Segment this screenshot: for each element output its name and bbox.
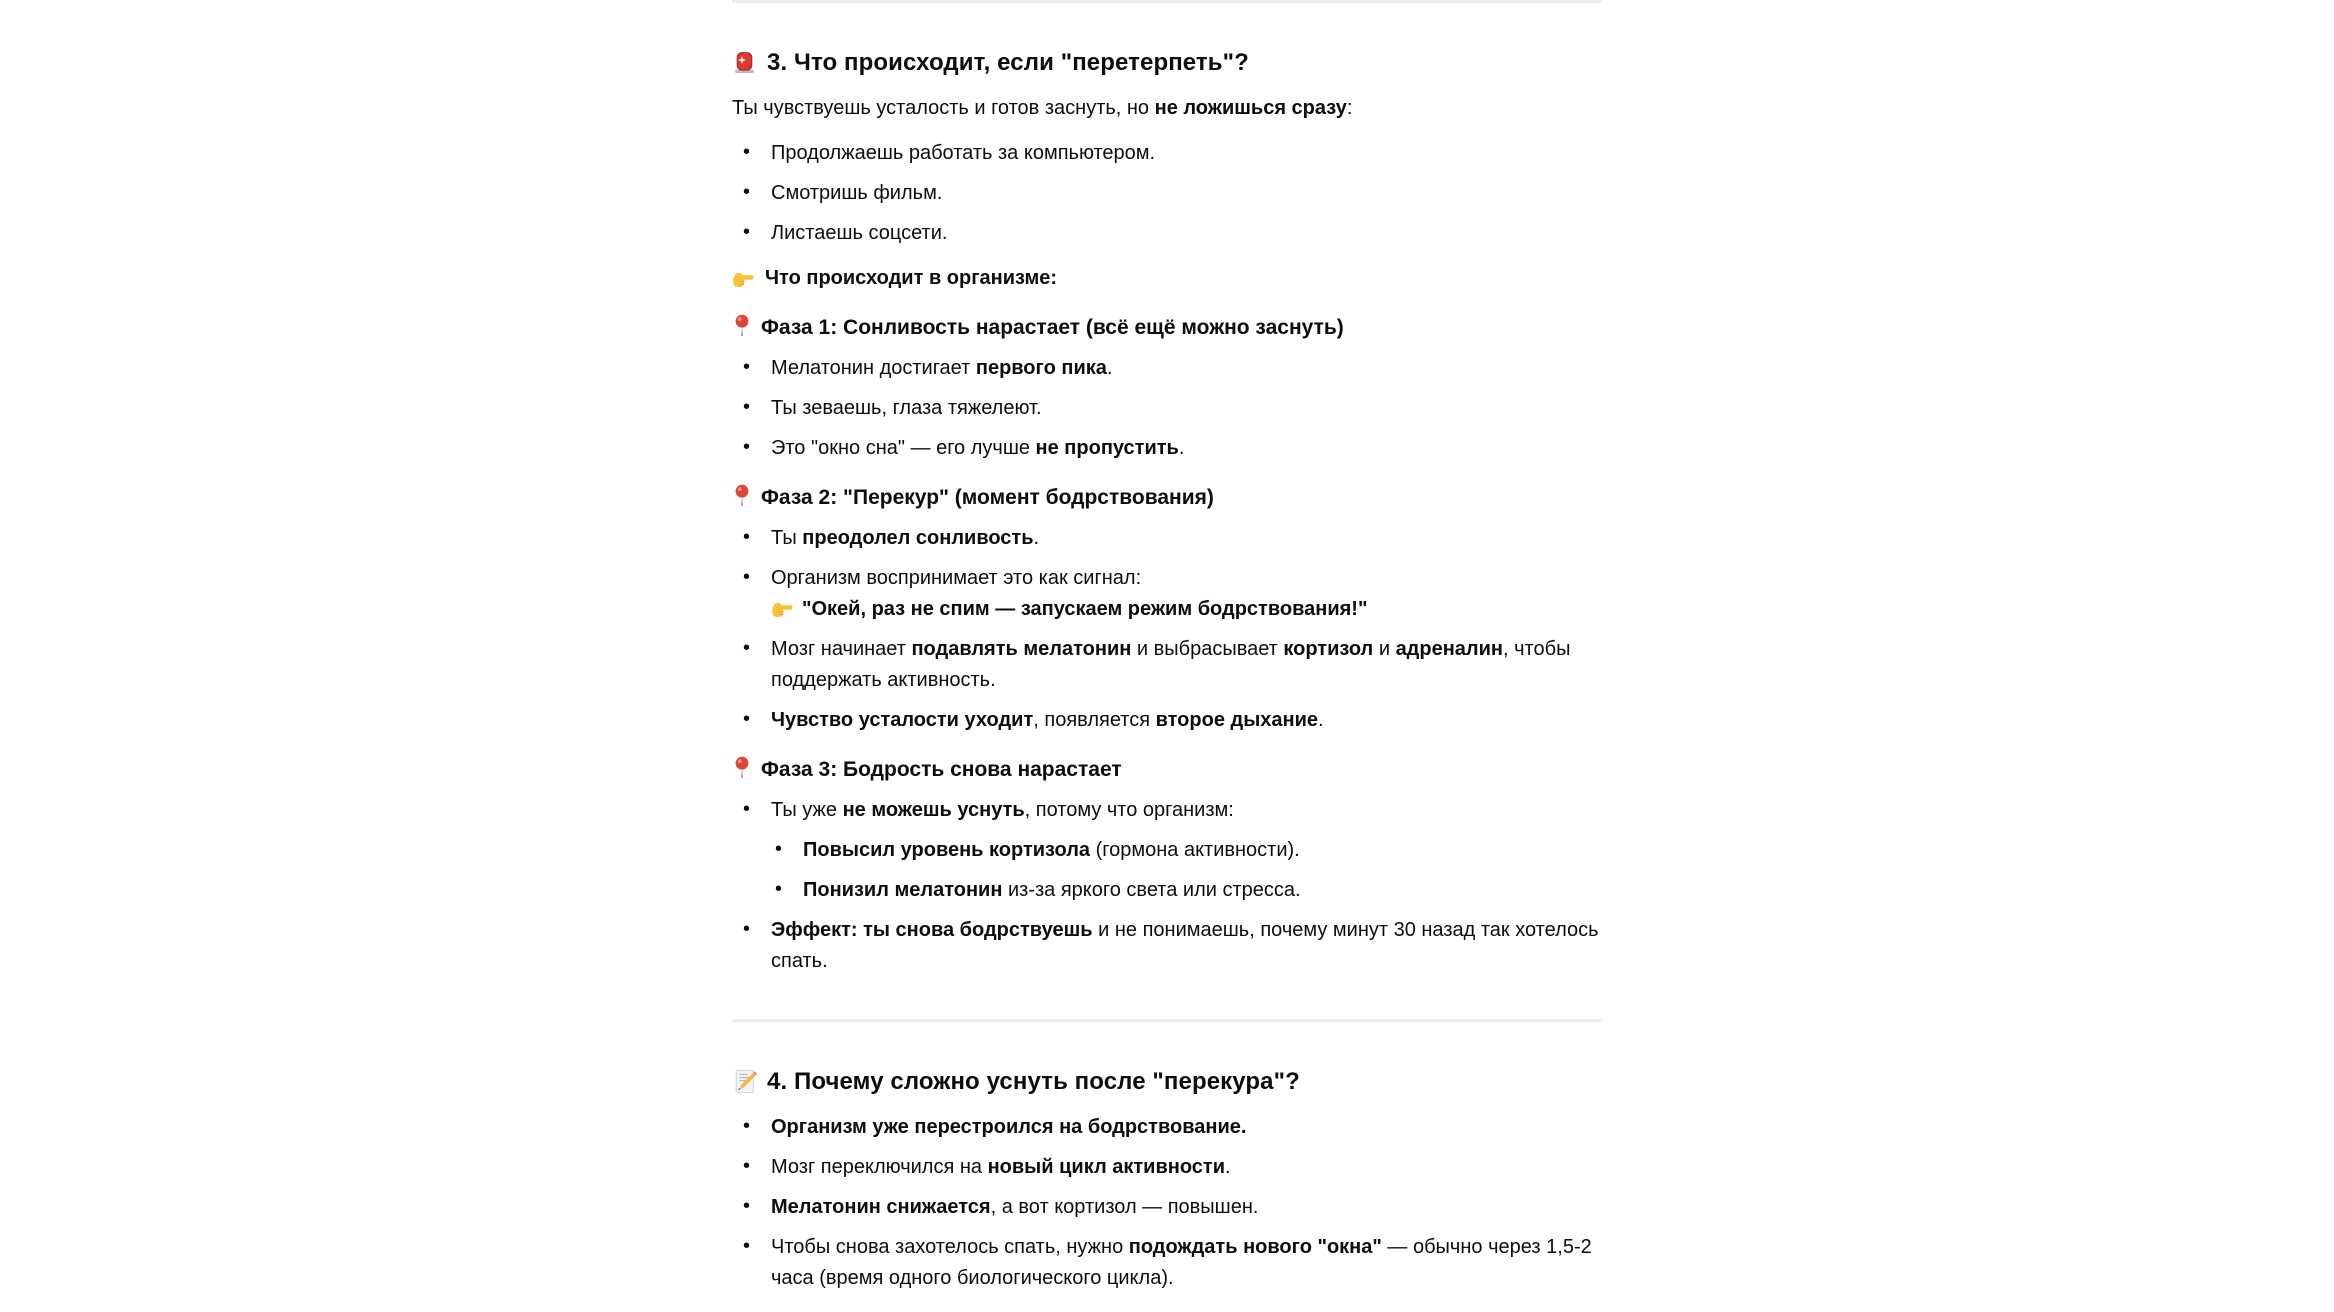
bold-text-run: преодолел сонливость <box>802 527 1034 549</box>
text-run: Ты чувствуешь усталость и готов заснуть, но <box>732 97 1155 119</box>
list-item <box>771 1112 1602 1143</box>
list-item <box>771 218 1602 249</box>
list-item <box>771 915 1602 977</box>
list-item <box>771 634 1602 696</box>
section-heading <box>732 1066 1602 1098</box>
list-item <box>771 353 1602 384</box>
text-run: Ты <box>771 527 803 549</box>
siren-icon <box>732 50 757 75</box>
bold-text-run: подождать нового "окна" <box>1128 1236 1382 1258</box>
text-run: , чтобы поддержать активность. <box>771 638 1571 691</box>
bullet-list <box>732 523 1602 736</box>
list-item <box>803 875 1602 906</box>
text-run: , появляется <box>1033 709 1156 731</box>
list-item <box>771 138 1602 169</box>
bullet-list <box>732 138 1602 249</box>
phase-heading <box>732 482 1602 513</box>
list-item <box>771 563 1602 625</box>
bold-text-run: не ложишься сразу <box>1154 97 1347 119</box>
bold-text-run: второе дыхание <box>1155 709 1319 731</box>
text-run: и выбрасывает <box>1131 638 1284 660</box>
bold-text-run: адреналин <box>1395 638 1504 660</box>
list-item <box>803 835 1602 866</box>
document <box>732 0 1602 1294</box>
bold-text-run: "Окей, раз не спим — запускаем режим бодрствования!" <box>802 598 1368 620</box>
text-run: Ты уже <box>771 799 843 821</box>
bold-text-run: Фаза 1: Сонливость нарастает (всё ещё можно заснуть) <box>761 316 1344 339</box>
bullet-list <box>732 795 1602 977</box>
nested-bullet-list <box>771 835 1602 906</box>
bold-text-run: Организм уже перестроился на бодрствование. <box>771 1116 1247 1138</box>
bold-text-run: подавлять мелатонин <box>911 638 1132 660</box>
bold-text-run: Повысил уровень кортизола <box>803 839 1091 861</box>
text-run: Мозг начинает <box>771 638 912 660</box>
text-run: , а вот кортизол — повышен. <box>990 1196 1259 1218</box>
heading-text <box>761 486 1214 509</box>
paragraph <box>732 93 1602 124</box>
text-run: Продолжаешь работать за компьютером. <box>771 142 1156 164</box>
paragraph <box>732 263 1602 294</box>
bold-text-run: не можешь уснуть <box>842 799 1025 821</box>
text-run: — обычно через 1,5-2 часа (время одного биологического цикла). <box>771 1236 1592 1289</box>
list-item <box>771 1152 1602 1183</box>
text-run: : <box>1346 97 1353 119</box>
list-item <box>771 433 1602 464</box>
text-run: . <box>1033 527 1040 549</box>
list-item <box>771 1192 1602 1223</box>
text-run: Листаешь соцсети. <box>771 222 948 244</box>
bold-text-run: новый цикл активности <box>987 1156 1225 1178</box>
text-run: и не понимаешь, почему минут 30 назад так хотелось спать. <box>771 919 1599 972</box>
list-item <box>771 1232 1602 1294</box>
text-run: Ты зеваешь, глаза тяжелеют. <box>771 397 1042 419</box>
section-heading <box>732 47 1602 79</box>
section-divider <box>732 0 1602 3</box>
text-run: . <box>1178 437 1185 459</box>
point-right-icon <box>771 599 794 619</box>
text-run: Мелатонин достигает <box>771 357 976 379</box>
memo-icon <box>732 1069 757 1094</box>
text-run: Мозг переключился на <box>771 1156 988 1178</box>
heading-text <box>761 758 1122 781</box>
pushpin-icon <box>732 314 752 337</box>
bold-text-run: Эффект: ты снова бодрствуешь <box>771 919 1093 941</box>
bold-text-run: Понизил мелатонин <box>803 879 1003 901</box>
list-item <box>771 178 1602 209</box>
bold-text-run: 3. Что происходит, если "перетерпеть"? <box>767 49 1249 76</box>
bold-text-run: Чувство усталости уходит <box>771 709 1034 731</box>
bold-text-run: Фаза 2: "Перекур" (момент бодрствования) <box>761 486 1214 509</box>
text-run: Это "окно сна" — его лучше <box>771 437 1036 459</box>
list-item <box>771 795 1602 906</box>
bold-text-run: кортизол <box>1283 638 1374 660</box>
bold-text-run: Мелатонин снижается <box>771 1196 991 1218</box>
pushpin-icon <box>732 484 752 507</box>
text-run: . <box>1318 709 1324 731</box>
text-run: . <box>1225 1156 1231 1178</box>
text-run: из-за яркого света или стресса. <box>1002 879 1301 901</box>
text-run: Организм воспринимает это как сигнал: <box>771 567 1142 589</box>
text-run: и <box>1373 638 1396 660</box>
bold-text-run: первого пика <box>975 357 1107 379</box>
text-run: , потому что организм: <box>1024 799 1234 821</box>
bold-text-run: Фаза 3: Бодрость снова нарастает <box>761 758 1122 781</box>
text-run: Чтобы снова захотелось спать, нужно <box>771 1236 1129 1258</box>
bullet-list <box>732 1112 1602 1294</box>
bold-text-run: Что происходит в организме: <box>765 267 1058 289</box>
list-item <box>771 393 1602 424</box>
phase-heading <box>732 312 1602 343</box>
pushpin-icon <box>732 756 752 779</box>
text-run: . <box>1106 357 1113 379</box>
list-item <box>771 705 1602 736</box>
bold-text-run: 4. Почему сложно уснуть после "перекура"? <box>767 1068 1300 1095</box>
section-divider <box>732 1019 1602 1022</box>
list-item <box>771 523 1602 554</box>
point-right-icon <box>732 269 755 289</box>
heading-text <box>761 316 1344 339</box>
phase-heading <box>732 754 1602 785</box>
bullet-list <box>732 353 1602 464</box>
heading-text <box>767 49 1249 76</box>
bold-text-run: не пропустить <box>1035 437 1179 459</box>
text-run: (гормона активности). <box>1090 839 1300 861</box>
heading-text <box>767 1068 1300 1095</box>
text-run: Смотришь фильм. <box>771 182 943 204</box>
